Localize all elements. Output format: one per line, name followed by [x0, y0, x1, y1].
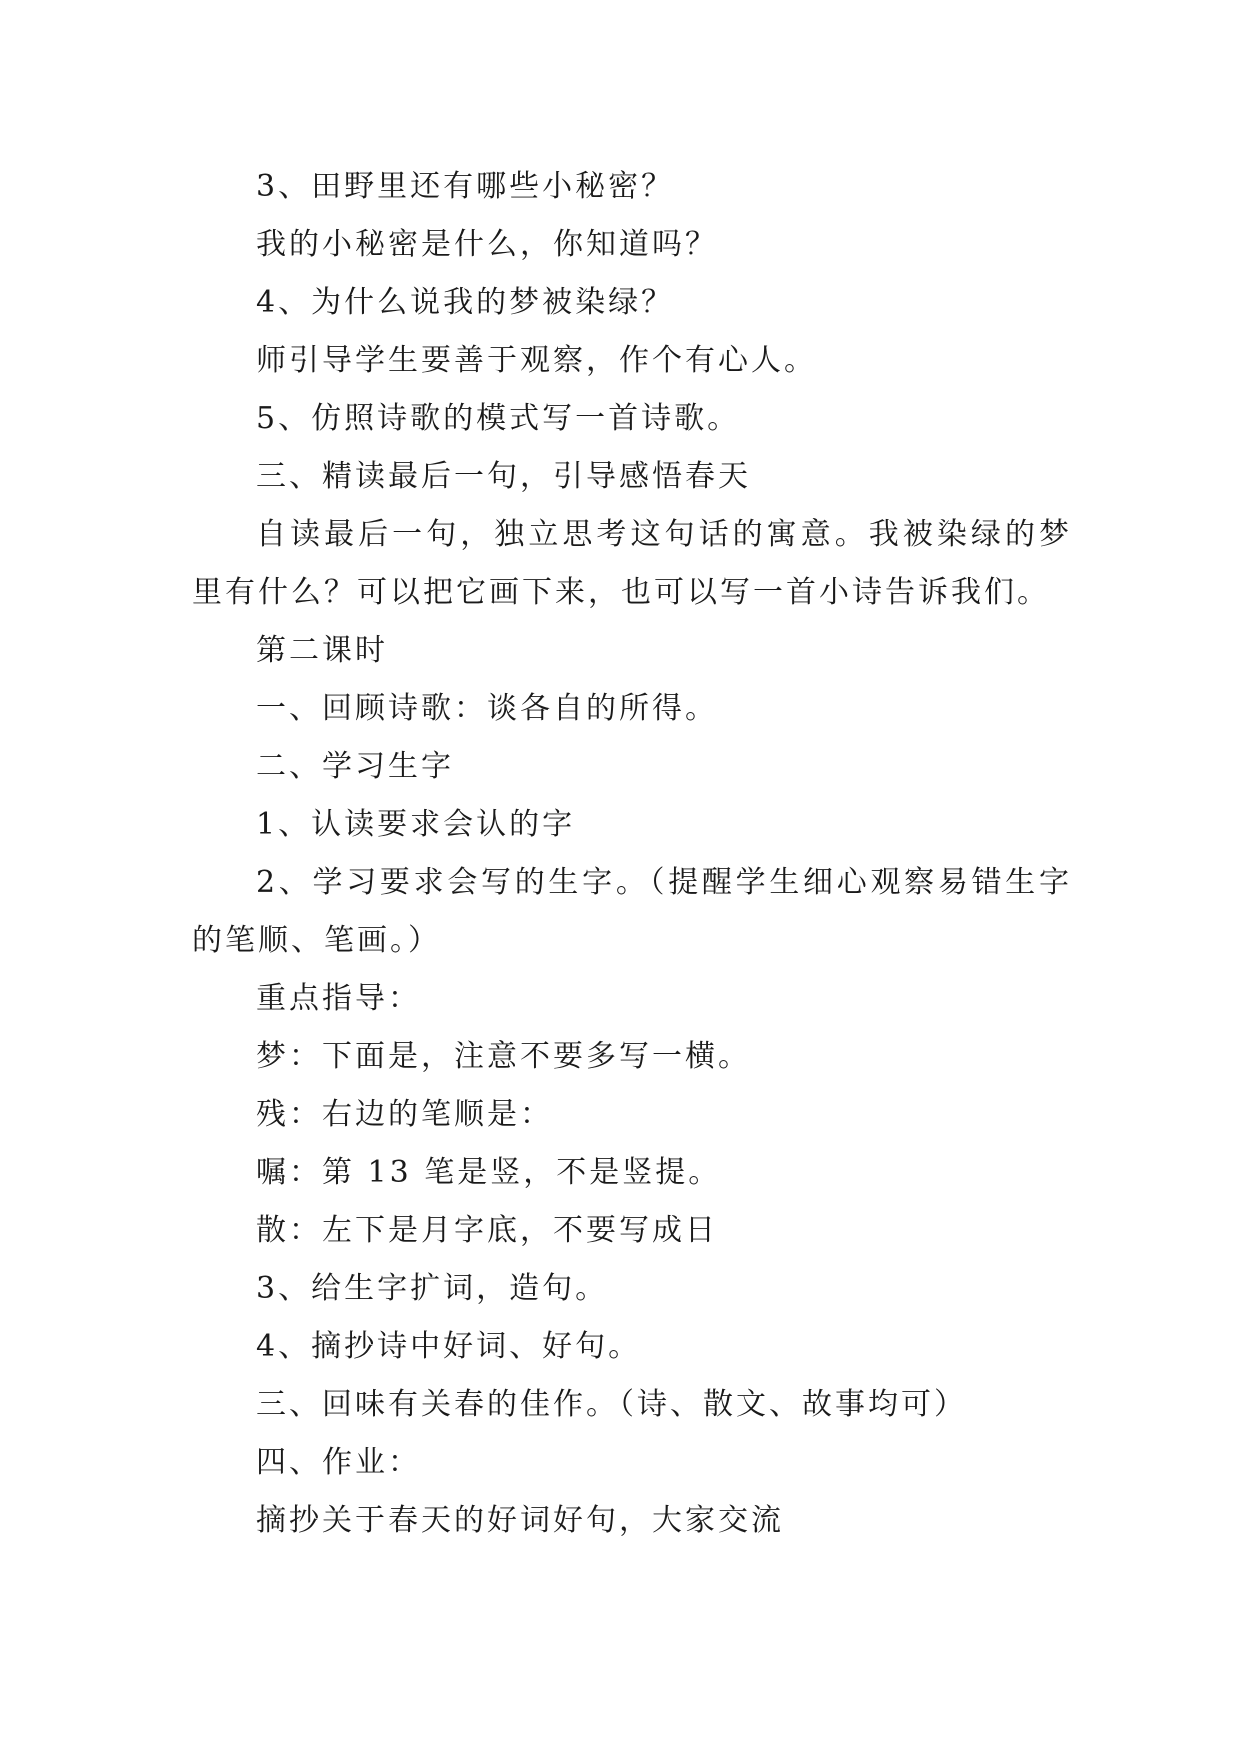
paragraph: 2、学习要求会写的生字。（提醒学生细心观察易错生字的笔顺、笔画。）	[192, 865, 1072, 958]
section-heading: 二、学习生字	[256, 749, 454, 784]
paragraph: 4、为什么说我的梦被染绿？	[256, 285, 675, 320]
paragraph: 我的小秘密是什么，你知道吗？	[256, 227, 718, 262]
paragraph: 1、认读要求会认的字	[256, 807, 576, 842]
paragraph: 4、摘抄诗中好词、好句。	[256, 1329, 642, 1364]
paragraph: 5、仿照诗歌的模式写一首诗歌。	[256, 401, 741, 436]
paragraph: 自读最后一句，独立思考这句话的寓意。我被染绿的梦里有什么？可以把它画下来，也可以写一首小诗告诉我们。	[192, 517, 1072, 610]
lesson-heading: 第二课时	[256, 633, 388, 668]
paragraph: 残：右边的笔顺是：	[256, 1097, 553, 1132]
paragraph: 散：左下是月字底，不要写成日	[256, 1213, 718, 1248]
section-heading: 三、精读最后一句，引导感悟春天	[256, 459, 751, 494]
section-heading: 一、回顾诗歌：谈各自的所得。	[256, 691, 718, 726]
paragraph: 3、给生字扩词，造句。	[256, 1271, 609, 1306]
paragraph: 摘抄关于春天的好词好句，大家交流	[256, 1503, 784, 1538]
document-body	[192, 158, 1072, 1550]
section-heading: 四、作业：	[256, 1445, 421, 1480]
section-heading: 三、回味有关春的佳作。（诗、散文、故事均可）	[256, 1387, 967, 1422]
paragraph: 3、田野里还有哪些小秘密？	[256, 169, 675, 204]
paragraph: 梦：下面是，注意不要多写一横。	[256, 1039, 751, 1074]
paragraph: 师引导学生要善于观察，作个有心人。	[256, 343, 817, 378]
paragraph: 嘱：第 13 笔是竖，不是竖提。	[256, 1155, 722, 1190]
paragraph: 重点指导：	[256, 981, 421, 1016]
